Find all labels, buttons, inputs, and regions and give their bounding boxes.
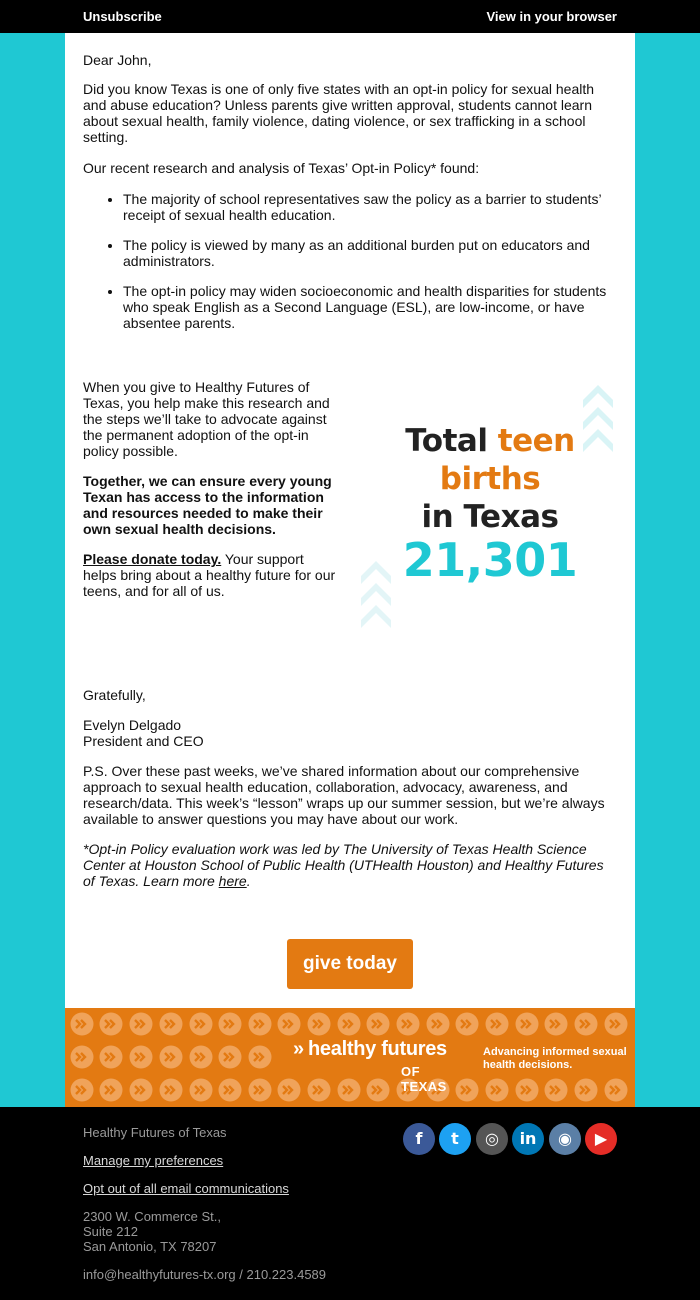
intro-paragraph: Did you know Texas is one of only five states with an opt-in policy for sexual health and abuse education? Unless parents give written approval, students cannot learn about sexual health, family violence, dating violence, or sex trafficking in a school setting. xyxy=(83,81,595,145)
findings-list xyxy=(123,191,613,345)
donate-text: Your support helps bring about a healthy future for our teens, and for all of us. xyxy=(83,551,336,599)
youtube-icon[interactable]: ▶ xyxy=(585,1123,617,1155)
finding-item: • The majority of school representatives saw the policy as a barrier to students’ receipt of sexual health education. xyxy=(123,191,613,223)
opt-out-link[interactable]: Opt out of all email communications xyxy=(83,1181,289,1196)
view-in-browser-link[interactable]: View in your browser xyxy=(486,9,617,24)
website-icon[interactable]: ◎ xyxy=(476,1123,508,1155)
ps-paragraph: P.S. Over these past weeks, we’ve shared information about our comprehensive approach to sexual health education, collaboration, advocacy, awareness, and research/data. This week’s “lesson” wraps up our summer session, but we’re always available to answer questions you may have about our work. xyxy=(83,763,605,827)
footer-contact: info@healthyfutures-tx.org / 210.223.4589 xyxy=(83,1267,327,1282)
linkedin-icon[interactable]: in xyxy=(512,1123,544,1155)
signer-name: Evelyn Delgado xyxy=(83,717,182,733)
give-paragraph: When you give to Healthy Futures of Texas, you help make this research and the steps we’ll take to advocate against the permanent adoption of the opt-in policy possible. xyxy=(83,379,330,459)
tagline: Advancing informed sexual health decisions. xyxy=(483,1046,627,1071)
greeting: Dear John, xyxy=(83,52,152,68)
brand-banner xyxy=(65,1008,635,1107)
signer xyxy=(83,717,613,749)
footer-address: 2300 W. Commerce St., Suite 212 San Antonio, TX 78207 xyxy=(83,1209,221,1254)
twitter-icon[interactable]: t xyxy=(439,1123,471,1155)
signer-title: President and CEO xyxy=(83,733,204,749)
healthy-futures-logo: » healthy futures OF TEXAS xyxy=(293,1038,447,1094)
stat-line-2: births xyxy=(439,461,541,497)
finding-item: • The opt-in policy may widen socioeconomic and health disparities for students who speak English as a Second Language (ESL), are low-income, or have absentee parents. xyxy=(123,283,613,331)
stat-value: 21,301 xyxy=(402,533,578,587)
manage-preferences-link[interactable]: Manage my preferences xyxy=(83,1153,224,1168)
appeal-column xyxy=(83,379,341,613)
instagram-icon[interactable]: ◉ xyxy=(549,1123,581,1155)
stat-line-1: Total teen xyxy=(405,423,575,459)
unsubscribe-link[interactable]: Unsubscribe xyxy=(83,9,162,24)
teen-births-stat xyxy=(360,378,620,638)
facebook-icon[interactable]: f xyxy=(403,1123,435,1155)
together-paragraph: Together, we can ensure every young Texan has access to the information and resources needed to make their own sexual health decisions. xyxy=(83,473,332,537)
footer-org-name: Healthy Futures of Texas xyxy=(83,1125,227,1140)
footnote: *Opt-in Policy evaluation work was led by The University of Texas Health Science Center at Houston School of Public Health (UTHealth Houston) and Healthy Futures of Texas. Learn more here. xyxy=(83,841,604,889)
signature-block xyxy=(83,687,613,903)
email-body xyxy=(65,33,635,1008)
closing: Gratefully, xyxy=(83,687,146,703)
research-intro: Our recent research and analysis of Texas’ Opt-in Policy* found: xyxy=(83,160,480,176)
give-today-button[interactable]: give today xyxy=(287,939,413,989)
stat-line-3: in Texas xyxy=(421,499,559,535)
learn-more-link[interactable]: here xyxy=(218,873,247,889)
logo-chevrons-icon: » xyxy=(293,1038,305,1060)
top-bar xyxy=(0,0,700,33)
donate-paragraph xyxy=(83,551,341,599)
donate-link[interactable]: Please donate today. xyxy=(83,551,222,567)
finding-item: • The policy is viewed by many as an additional burden put on educators and administrators. xyxy=(123,237,613,269)
